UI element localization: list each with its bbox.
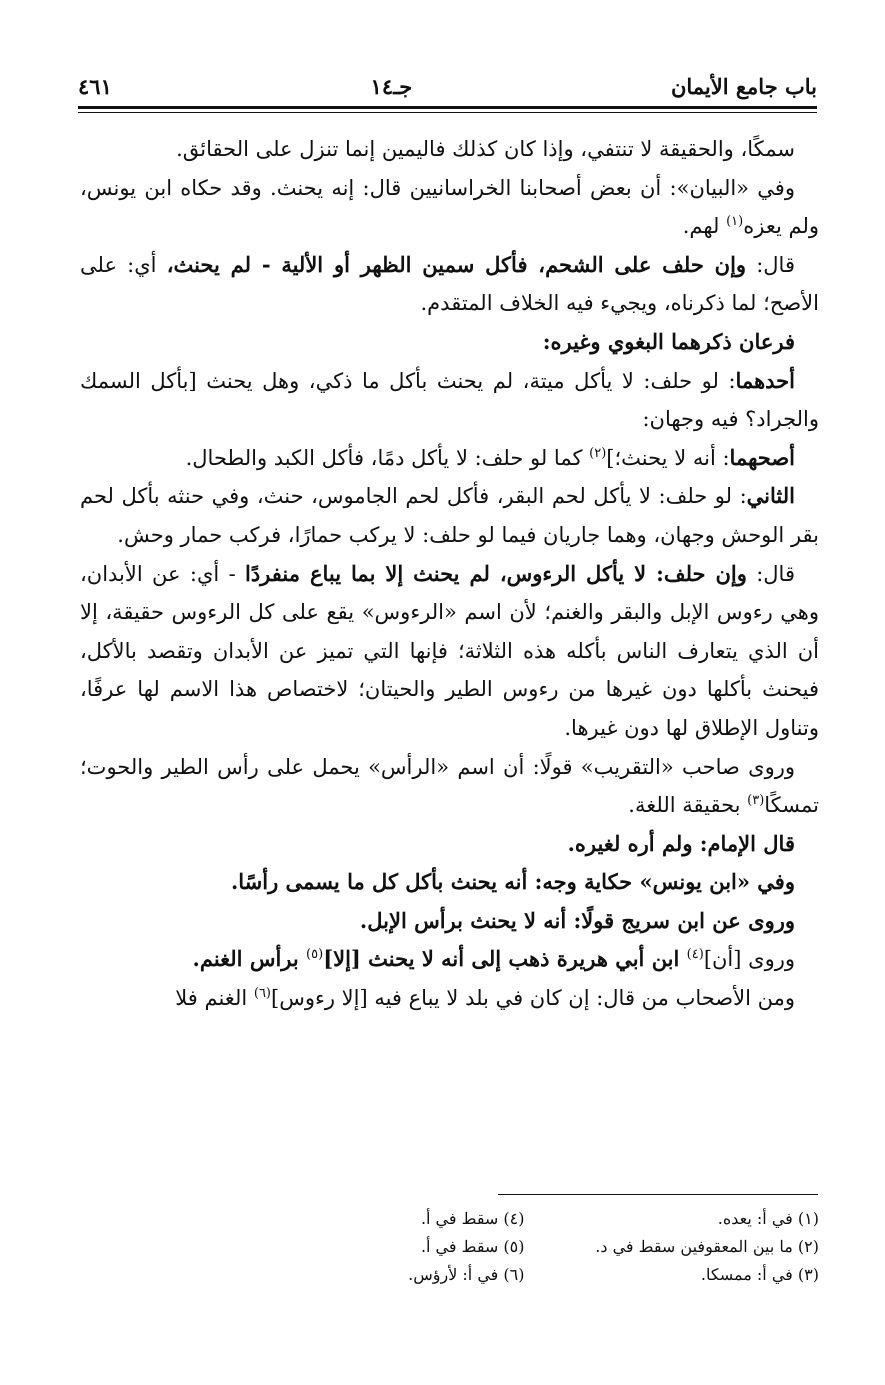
footnote-text: في أ: ممسكا. (700, 1265, 793, 1284)
text-run: وإن حلف: لا يأكل الرءوس، لم يحنث إلا بما يباع منفردًا (245, 560, 747, 586)
text-run: : لو حلف: لا يأكل ميتة، لم يحنث بأكل ما ذكي، وهل يحنث [بأكل السمك والجراد؟ فيه وجهان: (80, 368, 819, 432)
footnote-text: سقط في أ. (420, 1209, 499, 1228)
footnote (250, 1262, 525, 1288)
footnote-text: في أ: لأرؤس. (408, 1265, 499, 1284)
footnote-ref: (٣) (747, 793, 765, 809)
footnote (545, 1234, 820, 1260)
footnote-number: (١) (797, 1209, 819, 1228)
paragraph (80, 477, 819, 554)
text-run: أصحهما (729, 444, 795, 470)
text-run: وروى صاحب «التقريب» قولًا: أن اسم «الرأس» يحمل على رأس الطير والحوت؛ تمسكًا (80, 754, 819, 818)
paragraph (80, 439, 819, 478)
text-run: سمكًا، والحقيقة لا تنتفي، وإذا كان كذلك فاليمين إنما تنزل على الحقائق. (176, 137, 795, 161)
text-run: الغنم فلا (175, 986, 254, 1011)
footnote (250, 1206, 525, 1232)
volume-label: جـ١٤ (370, 73, 413, 99)
text-run: وإن حلف على الشحم، فأكل سمين الظهر أو الألية - لم يحنث، (166, 251, 747, 277)
text-run: لهم. (682, 214, 727, 239)
paragraph (80, 246, 819, 323)
paragraph (80, 130, 819, 169)
footnote-separator (498, 1194, 818, 1195)
footnotes (250, 1206, 819, 1288)
footnote-number: (٤) (503, 1209, 525, 1228)
text-run: برأس الغنم. (192, 946, 307, 972)
header-rule-thin (78, 112, 817, 113)
main-text (80, 130, 819, 1018)
text-run: وفي «ابن يونس» حكاية وجه: أنه يحنث بأكل كل ما يسمى رأسًا. (230, 869, 795, 895)
paragraph (80, 362, 819, 439)
paragraph (80, 863, 819, 902)
text-run: قال: (746, 252, 795, 277)
paragraph (80, 825, 819, 864)
footnote-text: في أ: يعده. (717, 1209, 793, 1228)
footnote (545, 1262, 820, 1288)
chapter-title: باب جامع الأيمان (670, 73, 817, 99)
text-run: ومن الأصحاب من قال: إن كان في بلد لا يباع فيه [إلا رءوس] (271, 986, 795, 1011)
text-run: فرعان ذكرهما البغوي وغيره: (542, 328, 795, 354)
footnote-ref: (٥) (306, 947, 324, 963)
text-run: وروى [أن] (703, 947, 795, 972)
footnote-ref: (٦) (253, 986, 271, 1002)
footnote (250, 1234, 525, 1260)
text-run: بحقيقة اللغة. (628, 793, 748, 818)
paragraph (80, 940, 819, 979)
footnote-number: (٢) (797, 1237, 819, 1256)
text-run: وروى عن ابن سريج قولًا: أنه لا يحنث برأس الإبل. (359, 907, 795, 933)
paragraph (80, 902, 819, 941)
running-header (78, 66, 817, 106)
text-run: الثاني (746, 483, 795, 509)
text-run: وفي «البيان»: أن بعض أصحابنا الخراسانيين قال: إنه يحنث. وقد حكاه ابن يونس، ولم يعزه (80, 175, 819, 239)
text-run: قال: (746, 561, 795, 586)
footnote-ref: (٢) (589, 445, 607, 461)
paragraph (80, 169, 819, 246)
paragraph (80, 323, 819, 362)
footnote-number: (٣) (797, 1265, 819, 1284)
footnote (545, 1206, 820, 1232)
paragraph (80, 555, 819, 748)
footnote-ref: (٤) (686, 947, 704, 963)
text-run: أي: على الأصح؛ لما ذكرناه، ويجيء فيه الخلاف المتقدم. (80, 252, 819, 316)
text-run: قال الإمام: ولم أره لغيره. (567, 830, 795, 856)
text-run: ابن أبي هريرة ذهب إلى أنه لا يحنث [إلا] (323, 946, 687, 972)
text-run: - أي: عن الأبدان، وهي رءوس الإبل والبقر والغنم؛ لأن اسم «الرءوس» يقع على كل الرءوس حقيقة، إلا أن الذي يتعارف الناس بأكله هذه الثلاثة؛ فإنها التي تميز عن الأبدان وتقصد بالأكل، فيحنث بأكلها دون غيرها من رءوس الطير والحيتان؛ لاختصاص هذا الاسم لها عرفًا، وتناول الإطلاق لها دون غيرها. (80, 561, 819, 740)
text-run: أحدهما (735, 367, 795, 393)
footnote-ref: (١) (726, 214, 744, 230)
page-number: ٤٦١ (78, 73, 112, 99)
header-rule-thick (78, 106, 817, 109)
text-run: : لو حلف: لا يأكل لحم البقر، فأكل لحم الجاموس، حنث، وفي حنثه بأكل لحم بقر الوحش وجهان، وهما جاريان فيما لو حلف: لا يركب حمارًا، فركب حمار وحش. (80, 484, 819, 547)
footnote-text: سقط في أ. (420, 1237, 499, 1256)
paragraph (80, 748, 819, 825)
text-run: كما لو حلف: لا يأكل دمًا، فأكل الكبد والطحال. (185, 445, 590, 470)
footnote-number: (٥) (503, 1237, 525, 1256)
paragraph (80, 979, 819, 1018)
text-run: : أنه لا يحنث؛] (606, 445, 730, 470)
footnote-text: ما بين المعقوفين سقط في د. (595, 1237, 793, 1256)
footnote-number: (٦) (503, 1265, 525, 1284)
